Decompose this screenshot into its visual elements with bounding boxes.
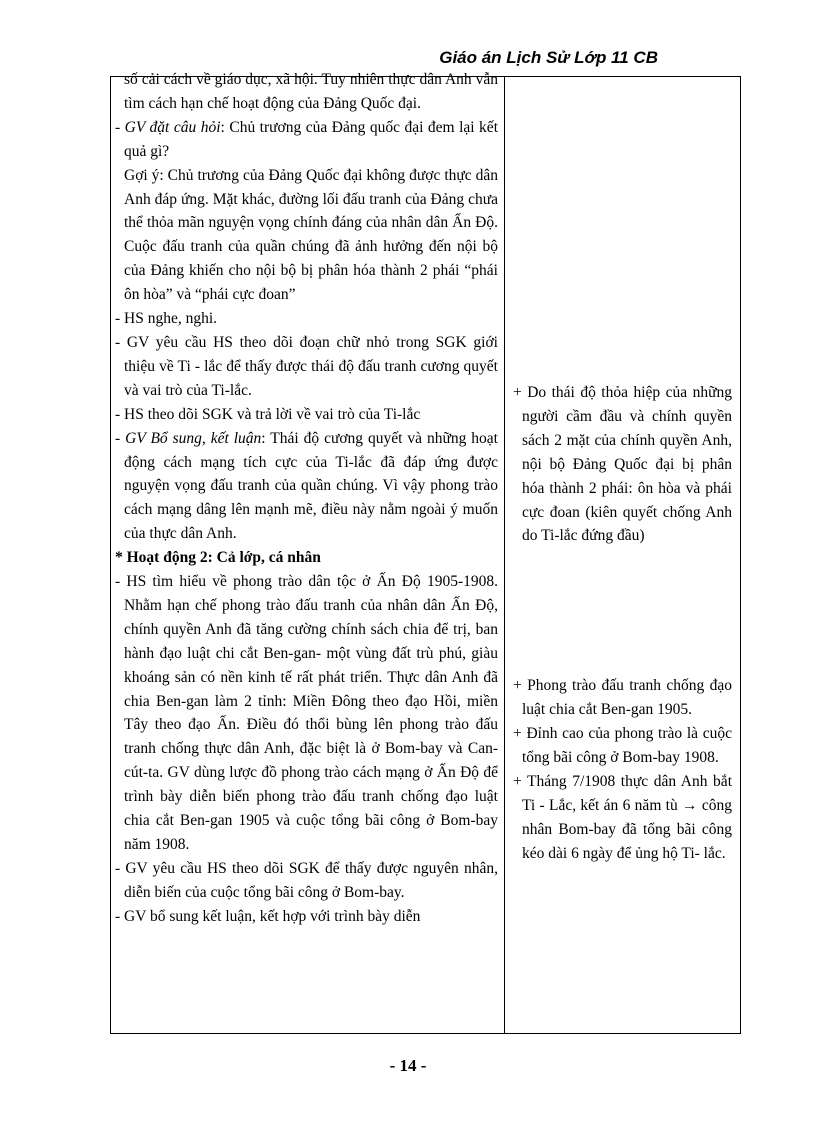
lesson-table (110, 71, 741, 1034)
gv-question-label: GV đặt câu hỏi (124, 118, 221, 136)
activity-2-heading: * Hoạt động 2: Cả lớp, cá nhân (115, 549, 321, 567)
paragraph-reform: số cải cách về giáo dục, xã hội. Tuy nhiên thực dân Anh vẫn tìm cách hạn chế hoạt động của Đảng Quốc đại. (124, 71, 498, 112)
paragraph-gv-request-strike: - GV yêu cầu HS theo dõi SGK để thấy được nguyên nhân, diễn biến của cuộc tổng bãi công ở Bom-bay. (115, 859, 498, 901)
knowledge-item-tilak-arrest: + Tháng 7/1908 thực dân Anh bắt Ti - Lắc, kết án 6 năm tù → công nhân Bom-bay đã tổng bãi công kéo dài 6 ngày để ủng hộ Ti- lắc. (513, 772, 732, 862)
knowledge-column (505, 77, 740, 866)
paragraph-gv-request-tilak: - GV yêu cầu HS theo dõi đoạn chữ nhỏ trong SGK giới thiệu về Ti - lắc để thấy được thái độ đấu tranh cương quyết và vai trò của Ti-lắc. (115, 333, 498, 399)
gv-conclusion-label: GV Bổ sung, kết luận (125, 429, 262, 447)
page-header-title: Giáo án Lịch Sử Lớp 11 CB (439, 48, 658, 67)
paragraph-hint: Gợi ý: Chủ trương của Đảng Quốc đại không được thực dân Anh đáp ứng. Mặt khác, đường lối đấu tranh của Đảng chưa thể thỏa mãn nguyện vọng chính đáng của nhân dân Ấn Độ. Cuộc đấu tranh của quần chúng đã ảnh hưởng đến nội bộ của Đảng khiến cho nội bộ bị phân hóa thành 2 phái “phái ôn hòa” và “phái cực đoan” (124, 166, 498, 304)
knowledge-item-bengal-1905: + Phong trào đấu tranh chống đạo luật chia cắt Ben-gan 1905. (513, 677, 732, 719)
knowledge-item-party-split: + Do thái độ thỏa hiệp của những người cầm đầu và chính quyền sách 2 mặt của chính quyền Anh, nội bộ Đảng Quốc đại bị phân hóa thành 2 phái: ôn hòa và phái cực đoan (kiên quyết chống Anh do Ti-lắc đứng đầu) (513, 384, 732, 545)
teacher-student-activities-column (111, 68, 504, 929)
paragraph-gv-supplement: - GV bổ sung kết luận, kết hợp với trình bày diễn (115, 907, 421, 925)
paragraph-gv-conclusion: - GV Bổ sung, kết luận: Thái độ cương quyết và những hoạt động cách mạng tích cực của Ti-lắc đã đáp ứng được nguyện vọng đấu tranh của quần chúng. Vì vậy phong trào cách mạng dâng lên mạnh mẽ, điều này nằm ngoài ý muốn của thực dân Anh. (115, 429, 498, 543)
paragraph-hs-research: - HS tìm hiểu về phong trào dân tộc ở Ấn Độ 1905-1908. Nhằm hạn chế phong trào đấu tranh của nhân dân Ấn Độ, chính quyền Anh đã tăng cường chính sách chia để trị, ban hành đạo luật chi cắt Ben-gan- một vùng đất trù phú, giàu khoáng sản có nền kinh tế rất phát triển. Thực dân Anh đã chia Ben-gan làm 2 tỉnh: Miền Đông theo đạo Hồi, miền Tây theo đạo Ấn. Điều đó thổi bùng lên phong trào đấu tranh chống thực dân Anh, đặc biệt là ở Bom-bay và Can-cút-ta. GV dùng lược đồ phong trào cách mạng ở Ấn Độ để trình bày diễn biến phong trào đấu tranh chống đạo luật chia cắt Ben-gan 1905 và cuộc tổng bãi công ở Bom-bay năm 1908. (115, 573, 498, 853)
paragraph-gv-question: - GV đặt câu hỏi: Chủ trương của Đảng quốc đại đem lại kết quả gì? (115, 118, 498, 160)
page-number: - 14 - (389, 1056, 427, 1075)
paragraph-hs-follow: - HS theo dõi SGK và trả lời về vai trò của Ti-lắc (115, 405, 421, 423)
paragraph-hs-listen: - HS nghe, nghi. (115, 310, 218, 328)
knowledge-item-bombay-1908: + Đỉnh cao của phong trào là cuộc tổng bãi công ở Bom-bay 1908. (513, 725, 732, 767)
